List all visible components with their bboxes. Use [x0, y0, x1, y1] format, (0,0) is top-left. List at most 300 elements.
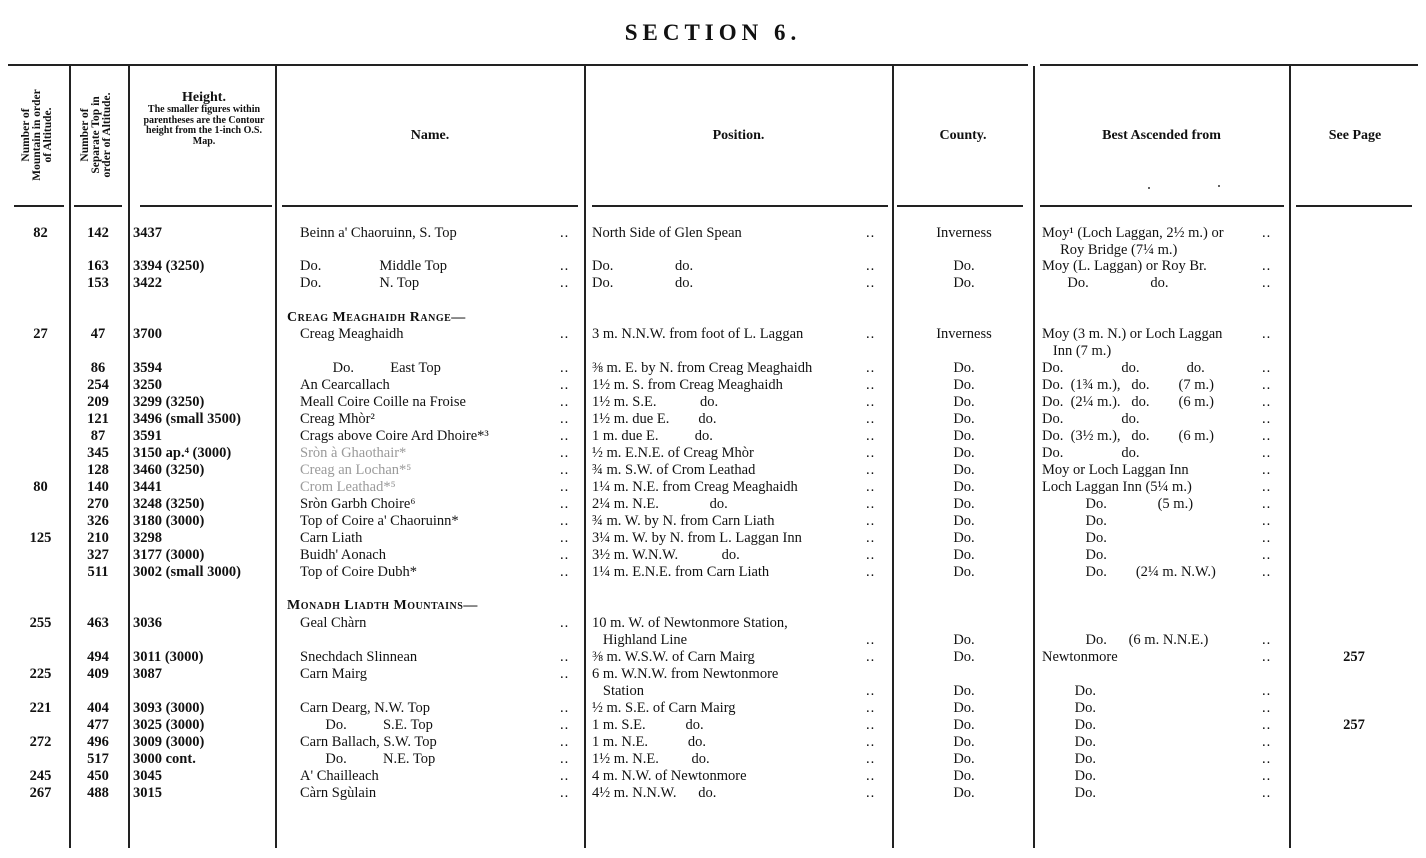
cell-county: Do. [953, 768, 975, 784]
cell-mountain-number: 255 [29, 615, 52, 631]
cell-county: Do. [953, 513, 975, 529]
cell-county: Do. [953, 530, 975, 546]
leader-dots: .. [866, 377, 876, 393]
cell-county: Do. [953, 394, 975, 410]
cell-position: ⅜ m. E. by N. from Creag Meaghaidh [592, 360, 813, 376]
cell-position: ¾ m. W. by N. from Carn Liath [592, 513, 775, 529]
cell-best-ascended: Loch Laggan Inn (5¼ m.) [1042, 479, 1192, 495]
leader-dots: .. [866, 445, 876, 461]
leader-dots: .. [866, 734, 876, 750]
leader-dots: .. [560, 734, 570, 750]
leader-dots: .. [866, 683, 876, 699]
cell-name: Do. East Top [300, 360, 441, 376]
cell-name: An Cearcallach [300, 377, 390, 393]
cell-top-number: 488 [87, 785, 109, 801]
cell-height: 3087 [133, 666, 162, 682]
leader-dots: .. [866, 326, 876, 342]
cell-height: 3248 (3250) [133, 496, 205, 512]
leader-dots: .. [1262, 496, 1272, 512]
table-row [0, 394, 1426, 411]
cell-position: ⅜ m. W.S.W. of Carn Mairg [592, 649, 755, 665]
cell-county: Do. [953, 785, 975, 801]
cell-best-ascended: Moy¹ (Loch Laggan, 2½ m.) or [1042, 225, 1224, 241]
cell-top-number: 210 [87, 530, 109, 546]
cell-best-ascended: Do. [1042, 530, 1107, 546]
leader-dots: .. [1262, 547, 1272, 563]
header-county: County. [939, 128, 987, 143]
leader-dots: .. [1262, 479, 1272, 495]
leader-dots: .. [1262, 717, 1272, 733]
cell-county: Do. [953, 479, 975, 495]
leader-dots: .. [560, 768, 570, 784]
leader-dots: .. [560, 751, 570, 767]
cell-county: Do. [953, 547, 975, 563]
cell-name: Carn Dearg, N.W. Top [300, 700, 431, 716]
cell-top-number: 517 [87, 751, 109, 767]
cell-height: 3025 (3000) [133, 717, 205, 733]
leader-dots: .. [1262, 258, 1272, 274]
cell-county: Do. [953, 258, 975, 274]
range-heading-monadh-liadth: Monadh Liadth Mountains— [287, 598, 478, 613]
table-row [0, 683, 1426, 700]
leader-dots: .. [560, 275, 570, 291]
header-rule-top [74, 205, 122, 207]
table-row [0, 275, 1426, 292]
cell-height: 3422 [133, 275, 162, 291]
cell-best-ascended: Do. [1042, 513, 1107, 529]
cell-best-ascended: Do. [1042, 785, 1096, 801]
cell-best-ascended: Newtonmore [1042, 649, 1118, 665]
table-row [0, 479, 1426, 496]
leader-dots: .. [560, 411, 570, 427]
leader-dots: .. [1262, 377, 1272, 393]
leader-dots: .. [866, 700, 876, 716]
table-row [0, 530, 1426, 547]
leader-dots: .. [1262, 632, 1272, 648]
table-row [0, 615, 1426, 632]
cell-name: Carn Mairg [300, 666, 367, 682]
table-row [0, 258, 1426, 275]
cell-best-ascended: Do. [1042, 717, 1096, 733]
leader-dots: .. [1262, 734, 1272, 750]
leader-dots: .. [1262, 785, 1272, 801]
table-row [0, 377, 1426, 394]
cell-name: Do. N.E. Top [300, 751, 436, 767]
cell-best-ascended: Moy (L. Laggan) or Roy Br. [1042, 258, 1207, 274]
cell-position: Highland Line [592, 632, 688, 648]
table-row [0, 343, 1426, 360]
cell-mountain-number: 221 [29, 700, 52, 716]
cell-top-number: 404 [87, 700, 109, 716]
leader-dots: .. [1262, 530, 1272, 546]
cell-county: Do. [953, 275, 975, 291]
cell-height: 3045 [133, 768, 162, 784]
table-row [0, 649, 1426, 666]
header-rule-name [282, 205, 578, 207]
cell-name: Crom Leathad*⁵ [300, 479, 396, 495]
cell-height: 3394 (3250) [133, 258, 205, 274]
cell-top-number: 327 [87, 547, 109, 563]
header-height: Height. The smaller figures within parentheses are the Contour height from the 1-inch O.S. Map. [143, 90, 265, 147]
cell-county: Do. [953, 734, 975, 750]
cell-best-ascended: Do. [1042, 751, 1096, 767]
cell-height: 3002 (small 3000) [133, 564, 241, 580]
cell-county: Do. [953, 411, 975, 427]
cell-mountain-number: 80 [33, 479, 48, 495]
cell-county: Do. [953, 632, 975, 648]
table-row [0, 785, 1426, 802]
cell-height: 3460 (3250) [133, 462, 205, 478]
table-row [0, 564, 1426, 581]
cell-mountain-number: 82 [33, 225, 48, 241]
cell-name: Do. Middle Top [300, 258, 447, 274]
cell-name: Carn Ballach, S.W. Top [300, 734, 437, 750]
leader-dots: .. [560, 547, 570, 563]
cell-mountain-number: 267 [29, 785, 52, 801]
cell-county: Do. [953, 496, 975, 512]
cell-best-ascended: Do. [1042, 734, 1096, 750]
cell-position: 1 m. S.E. do. [592, 717, 704, 733]
table-row [0, 666, 1426, 683]
table-row [0, 411, 1426, 428]
leader-dots: .. [866, 394, 876, 410]
cell-height: 3011 (3000) [133, 649, 204, 665]
cell-height: 3591 [133, 428, 162, 444]
header-rule-position [592, 205, 888, 207]
leader-dots: .. [1262, 564, 1272, 580]
cell-top-number: 209 [87, 394, 109, 410]
cell-position: 1 m. due E. do. [592, 428, 713, 444]
cell-best-ascended: Do. [1042, 768, 1096, 784]
leader-dots: .. [866, 225, 876, 241]
header-rule-height [140, 205, 272, 207]
cell-position: Do. do. [592, 275, 694, 291]
cell-top-number: 270 [87, 496, 109, 512]
cell-see-page: 257 [1343, 717, 1365, 733]
cell-top-number: 450 [87, 768, 109, 784]
cell-position: 1¼ m. N.E. from Creag Meaghaidh [592, 479, 798, 495]
cell-top-number: 153 [87, 275, 109, 291]
cell-position: 1¼ m. E.N.E. from Carn Liath [592, 564, 770, 580]
header-rule-page [1296, 205, 1412, 207]
cell-county: Do. [953, 564, 975, 580]
cell-name: Càrn Sgùlain [300, 785, 377, 801]
leader-dots: .. [866, 479, 876, 495]
cell-position: 10 m. W. of Newtonmore Station, [592, 615, 788, 631]
cell-top-number: 496 [87, 734, 109, 750]
cell-name: Top of Coire a' Chaoruinn* [300, 513, 459, 529]
cell-mountain-number: 125 [29, 530, 52, 546]
header-rule-mtn [14, 205, 64, 207]
cell-best-ascended: Do. [1042, 683, 1096, 699]
leader-dots: .. [560, 225, 570, 241]
cell-top-number: 511 [87, 564, 109, 580]
leader-dots: .. [560, 666, 570, 682]
cell-height: 3298 [133, 530, 162, 546]
cell-position: ½ m. E.N.E. of Creag Mhòr [592, 445, 754, 461]
table-row [0, 768, 1426, 785]
range-heading-creag-meaghaidh: Creag Meaghaidh Range— [287, 310, 466, 325]
cell-top-number: 121 [87, 411, 109, 427]
cell-position: 3 m. N.N.W. from foot of L. Laggan [592, 326, 804, 342]
header-rule-best [1040, 205, 1284, 207]
cell-county: Do. [953, 445, 975, 461]
table-row [0, 242, 1426, 259]
cell-top-number: 409 [87, 666, 109, 682]
cell-mountain-number: 225 [29, 666, 52, 682]
leader-dots: .. [1262, 751, 1272, 767]
leader-dots: .. [1262, 462, 1272, 478]
cell-mountain-number: 27 [33, 326, 48, 342]
cell-best-ascended: Do. (2¼ m.). do. (6 m.) [1042, 394, 1214, 410]
cell-height: 3594 [133, 360, 162, 376]
leader-dots: .. [866, 649, 876, 665]
cell-county: Do. [953, 377, 975, 393]
cell-top-number: 47 [90, 326, 106, 342]
cell-county: Do. [953, 462, 975, 478]
cell-name: Buidh' Aonach [300, 547, 386, 563]
cell-height: 3150 ap.⁴ (3000) [133, 445, 232, 461]
cell-position: 1½ m. due E. do. [592, 411, 717, 427]
cell-name: Sròn à Ghaothair* [300, 445, 407, 461]
cell-height: 3496 (small 3500) [133, 411, 241, 427]
leader-dots: .. [560, 479, 570, 495]
leader-dots: .. [866, 428, 876, 444]
cell-height: 3093 (3000) [133, 700, 205, 716]
leader-dots: .. [560, 428, 570, 444]
leader-dots: .. [560, 785, 570, 801]
cell-name: Do. S.E. Top [300, 717, 433, 733]
table-row [0, 700, 1426, 717]
cell-top-number: 86 [90, 360, 106, 376]
leader-dots: .. [1262, 225, 1272, 241]
header-see-page: See Page [1328, 128, 1382, 143]
leader-dots: .. [866, 717, 876, 733]
cell-position: ¾ m. S.W. of Crom Leathad [592, 462, 756, 478]
cell-name: Beinn a' Chaoruinn, S. Top [300, 225, 457, 241]
leader-dots: .. [1262, 275, 1272, 291]
cell-height: 3441 [133, 479, 162, 495]
header-top-order: Number of Separate Top in order of Altitude. [79, 92, 113, 178]
cell-height: 3177 (3000) [133, 547, 205, 563]
table-row [0, 717, 1426, 734]
leader-dots: .. [1262, 394, 1272, 410]
cell-county: Do. [953, 683, 975, 699]
cell-position: 2¼ m. N.E. do. [592, 496, 728, 512]
cell-name: Crags above Coire Ard Dhoire*³ [300, 428, 489, 444]
table-row [0, 734, 1426, 751]
cell-best-ascended: Roy Bridge (7¼ m.) [1042, 242, 1178, 258]
table-row [0, 360, 1426, 377]
cell-height: 3009 (3000) [133, 734, 205, 750]
leader-dots: .. [866, 360, 876, 376]
cell-county: Do. [953, 360, 975, 376]
leader-dots: .. [560, 394, 570, 410]
leader-dots: .. [866, 513, 876, 529]
table-row [0, 326, 1426, 343]
cell-best-ascended: Inn (7 m.) [1042, 343, 1112, 359]
cell-county: Do. [953, 649, 975, 665]
table-row [0, 496, 1426, 513]
cell-height: 3000 cont. [133, 751, 196, 767]
cell-position: ½ m. S.E. of Carn Mairg [592, 700, 736, 716]
leader-dots: .. [1262, 428, 1272, 444]
cell-top-number: 128 [87, 462, 109, 478]
cell-county: Do. [953, 700, 975, 716]
cell-county: Do. [953, 717, 975, 733]
leader-dots: .. [560, 564, 570, 580]
header-best-ascended: Best Ascended from [1102, 128, 1221, 143]
cell-position: 1½ m. S. from Creag Meaghaidh [592, 377, 783, 393]
header-dot [1218, 185, 1220, 187]
leader-dots: .. [866, 530, 876, 546]
cell-mountain-number: 245 [29, 768, 52, 784]
leader-dots: .. [560, 462, 570, 478]
table-row [0, 751, 1426, 768]
cell-top-number: 477 [87, 717, 109, 733]
cell-position: North Side of Glen Spean [592, 225, 742, 241]
cell-best-ascended: Do. (5 m.) [1042, 496, 1194, 512]
cell-name: Do. N. Top [300, 275, 420, 291]
cell-name: Sròn Garbh Choire⁶ [300, 496, 416, 512]
table-row [0, 462, 1426, 479]
header-mountain-order: Number of Mountain in order of Altitude. [20, 89, 54, 181]
cell-height: 3036 [133, 615, 162, 631]
header-name: Name. [410, 128, 450, 143]
cell-top-number: 142 [87, 225, 109, 241]
cell-best-ascended: Do. do. [1042, 275, 1169, 291]
leader-dots: .. [560, 513, 570, 529]
header-position: Position. [712, 128, 765, 143]
leader-dots: .. [866, 496, 876, 512]
cell-name: Meall Coire Coille na Froise [300, 394, 466, 410]
cell-top-number: 494 [87, 649, 109, 665]
cell-position: 4 m. N.W. of Newtonmore [592, 768, 747, 784]
cell-position: 1 m. N.E. do. [592, 734, 706, 750]
table-row [0, 225, 1426, 242]
table-row [0, 428, 1426, 445]
cell-height: 3250 [133, 377, 162, 393]
cell-name: Snechdach Slinnean [300, 649, 418, 665]
cell-name: Creag an Lochan*⁵ [300, 462, 412, 478]
leader-dots: .. [1262, 513, 1272, 529]
cell-best-ascended: Do. [1042, 547, 1107, 563]
top-rule-left [8, 64, 1028, 66]
leader-dots: .. [560, 496, 570, 512]
cell-name: Creag Mhòr² [300, 411, 375, 427]
cell-top-number: 140 [87, 479, 109, 495]
cell-name: Carn Liath [300, 530, 363, 546]
cell-position: Do. do. [592, 258, 694, 274]
cell-top-number: 87 [90, 428, 106, 444]
table-row [0, 632, 1426, 649]
table-row [0, 445, 1426, 462]
leader-dots: .. [560, 377, 570, 393]
cell-best-ascended: Do. (2¼ m. N.W.) [1042, 564, 1216, 580]
cell-county: Inverness [936, 326, 992, 342]
cell-top-number: 254 [87, 377, 109, 393]
cell-county: Inverness [936, 225, 992, 241]
cell-height: 3180 (3000) [133, 513, 205, 529]
header-dot [1148, 187, 1150, 189]
leader-dots: .. [866, 275, 876, 291]
cell-name: A' Chailleach [300, 768, 379, 784]
cell-position: 6 m. W.N.W. from Newtonmore [592, 666, 779, 682]
table-row [0, 513, 1426, 530]
cell-best-ascended: Moy or Loch Laggan Inn [1042, 462, 1189, 478]
cell-mountain-number: 272 [29, 734, 52, 750]
cell-top-number: 463 [87, 615, 109, 631]
leader-dots: .. [560, 326, 570, 342]
cell-top-number: 326 [87, 513, 109, 529]
leader-dots: .. [1262, 649, 1272, 665]
leader-dots: .. [866, 462, 876, 478]
leader-dots: .. [1262, 683, 1272, 699]
cell-height: 3299 (3250) [133, 394, 205, 410]
leader-dots: .. [866, 411, 876, 427]
cell-height: 3700 [133, 326, 162, 342]
leader-dots: .. [560, 700, 570, 716]
cell-height: 3015 [133, 785, 162, 801]
cell-position: 4½ m. N.N.W. do. [592, 785, 717, 801]
cell-height: 3437 [133, 225, 162, 241]
leader-dots: .. [560, 258, 570, 274]
leader-dots: .. [866, 785, 876, 801]
leader-dots: .. [866, 258, 876, 274]
cell-best-ascended: Do. (3½ m.), do. (6 m.) [1042, 428, 1214, 444]
leader-dots: .. [560, 445, 570, 461]
leader-dots: .. [560, 649, 570, 665]
cell-best-ascended: Do. (1¾ m.), do. (7 m.) [1042, 377, 1214, 393]
cell-top-number: 163 [87, 258, 109, 274]
cell-best-ascended: Do. do. [1042, 411, 1140, 427]
cell-position: 3¼ m. W. by N. from L. Laggan Inn [592, 530, 802, 546]
cell-best-ascended: Moy (3 m. N.) or Loch Laggan [1042, 326, 1223, 342]
leader-dots: .. [866, 547, 876, 563]
cell-position: 1½ m. S.E. do. [592, 394, 719, 410]
cell-county: Do. [953, 751, 975, 767]
cell-name: Creag Meaghaidh [300, 326, 404, 342]
cell-top-number: 345 [87, 445, 109, 461]
cell-name: Top of Coire Dubh* [300, 564, 417, 580]
cell-position: 3½ m. W.N.W. do. [592, 547, 740, 563]
cell-best-ascended: Do. do. do. [1042, 360, 1205, 376]
leader-dots: .. [1262, 445, 1272, 461]
top-rule-right [1040, 64, 1418, 66]
cell-see-page: 257 [1343, 649, 1365, 665]
cell-best-ascended: Do. do. [1042, 445, 1140, 461]
cell-county: Do. [953, 428, 975, 444]
leader-dots: .. [560, 530, 570, 546]
cell-position: 1½ m. N.E. do. [592, 751, 710, 767]
leader-dots: .. [1262, 411, 1272, 427]
cell-name: Geal Chàrn [300, 615, 367, 631]
header-rule-county [897, 205, 1023, 207]
table-row [0, 547, 1426, 564]
leader-dots: .. [866, 564, 876, 580]
leader-dots: .. [1262, 768, 1272, 784]
cell-best-ascended: Do. [1042, 700, 1096, 716]
leader-dots: .. [1262, 326, 1272, 342]
leader-dots: .. [1262, 360, 1272, 376]
leader-dots: .. [560, 717, 570, 733]
cell-position: Station [592, 683, 644, 699]
leader-dots: .. [560, 615, 570, 631]
cell-best-ascended: Do. (6 m. N.N.E.) [1042, 632, 1209, 648]
leader-dots: .. [866, 768, 876, 784]
leader-dots: .. [560, 360, 570, 376]
leader-dots: .. [866, 751, 876, 767]
